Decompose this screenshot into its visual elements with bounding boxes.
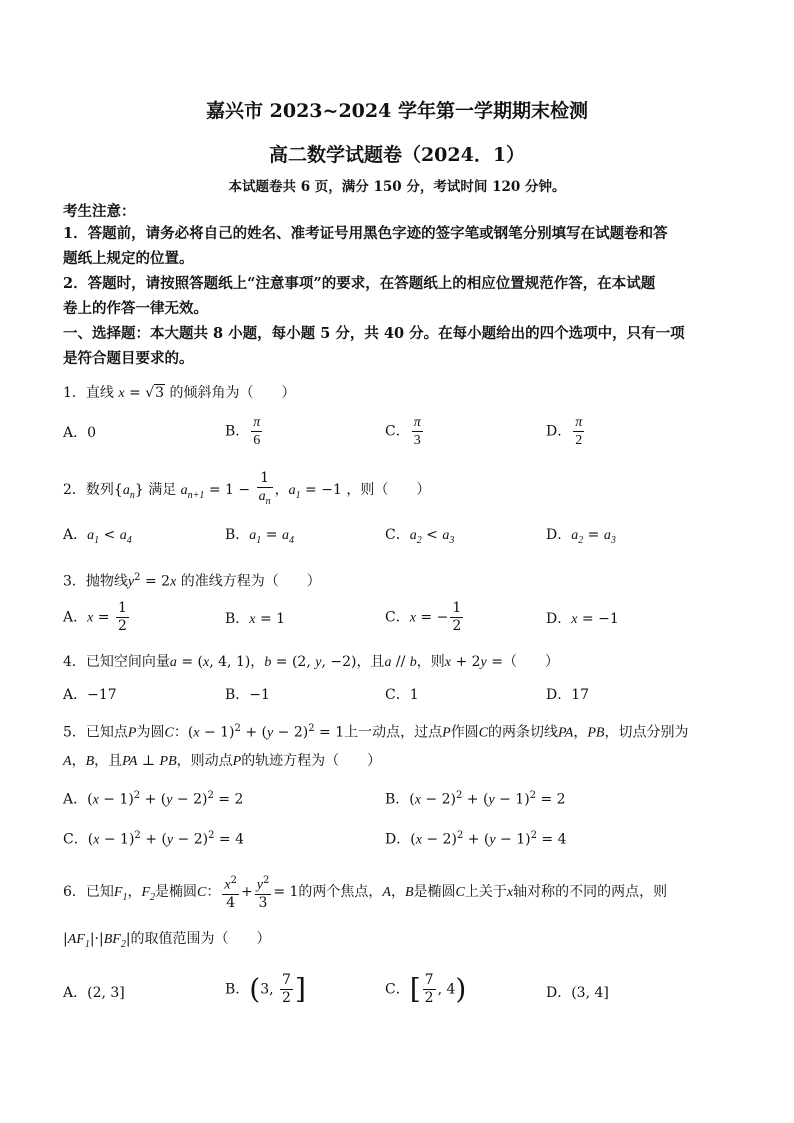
question-4: 4．已知空间向量a = (x, 4, 1)，b = (2, y, −2)，且a // b，则x + 2y =（ ） [63,654,559,670]
question-3-option-a: A．x = $\frac{1}{2}$ [63,600,127,634]
question-6-option-b: B．(3, $\frac{7}{2}$ ] [225,972,306,1006]
question-6-option-c: C．[ $\frac{7}{2}$ , 4) [385,972,467,1006]
question-3-option-d: D．x = −1 [546,611,619,627]
question-2-option-a: A．$a_1 < a_4$ [63,527,132,546]
notice-item-1-line-1: 1．答题前，请务必将自己的姓名、准考证号用黑色字迹的签字笔或钢笔分别填写在试题卷和答 [63,225,668,242]
notice-item-2-line-2: 卷上的作答一律无效。 [63,300,208,317]
question-6-line-2: $|AF_1|\cdot|BF_2|$的取值范围为（ ） [63,931,271,950]
exam-title: 嘉兴市 2023~2024 学年第一学期期末检测 [206,100,588,122]
question-1-option-d: D． $\frac{\pi}{2}$ [546,415,583,448]
notice-item-1-line-2: 题纸上规定的位置。 [63,250,194,267]
question-4-option-b: B．−1 [225,687,270,703]
question-6-option-d: D．(3, 4] [546,985,609,1001]
question-2-option-d: D．$a_2 = a_3$ [546,527,616,546]
section-1-line-1: 一、选择题：本大题共 8 小题，每小题 5 分，共 40 分。在每小题给出的四个选项中，只有一项 [63,325,685,342]
exam-subtitle: 高二数学试题卷（2024．1） [268,144,526,166]
question-3-option-b: B．x = 1 [225,611,286,627]
question-5-line-2: A，B，且PA ⊥ PB，则动点P的轨迹方程为（ ） [63,753,382,769]
exam-info: 本试题卷共 6 页，满分 150 分，考试时间 120 分钟。 [228,179,566,195]
question-2-option-b: B．$a_1 = a_4$ [225,527,294,546]
section-1-line-2: 是符合题目要求的。 [63,350,194,367]
question-5-option-c: C．$(x - 1)^2 + (y - 2)^2 = 4$ [63,830,245,848]
question-5-option-b: B．$(x - 2)^2 + (y - 1)^2 = 2$ [385,790,566,808]
question-3-option-c: C．x = − $\frac{1}{2}$ [385,600,462,634]
question-4-option-c: C．1 [385,687,419,703]
question-6-option-a: A．(2, 3] [63,985,125,1001]
question-3: 3．抛物线$y^2 = 2x$ 的准线方程为（ ） [63,572,321,590]
question-6-line-1: 6．已知$F_1$，$F_2$是椭圆C： $\frac{x^2}{4}$ + $\frac{y^2}{3}$ = 1的两个焦点，A，B是椭圆C上关于x轴对称的不同的两点，则 [63,872,733,912]
question-2-option-c: C．$a_2 < a_3$ [385,527,455,546]
question-1-option-c: C． $\frac{\pi}{3}$ [385,415,421,448]
question-1-prefix: 1．直线 [63,385,114,401]
question-5-option-a: A．$(x - 1)^2 + (y - 2)^2 = 2$ [63,790,244,808]
question-4-option-a: A．−17 [63,687,117,703]
question-1-option-b: B． $\frac{\pi}{6}$ [225,415,261,448]
notice-item-2-line-1: 2．答题时，请按照答题纸上“注意事项”的要求，在答题纸上的相应位置规范作答，在本试题 [63,275,656,292]
question-5-option-d: D．$(x - 2)^2 + (y - 1)^2 = 4$ [385,830,567,848]
question-1: 1．直线 x = √3 的倾斜角为（ ） [63,385,296,401]
question-1-option-a: A．0 [63,425,97,441]
question-1-suffix: 的倾斜角为（ ） [169,385,296,401]
question-4-option-d: D．17 [546,687,590,703]
notice-heading: 考生注意： [63,203,136,220]
question-5-line-1: 5．已知点P为圆C：$(x - 1)^2 + (y - 2)^2 = 1$上一动点，过点P作圆C的两条切线PA，PB，切点分别为 [63,723,689,741]
question-2: 2．数列$\{a_n\}$ 满足 $a_{n+1} = 1$ − $\frac{1}{a_n}$ ，$a_1 = -1$ ，则（ ） [63,470,431,507]
